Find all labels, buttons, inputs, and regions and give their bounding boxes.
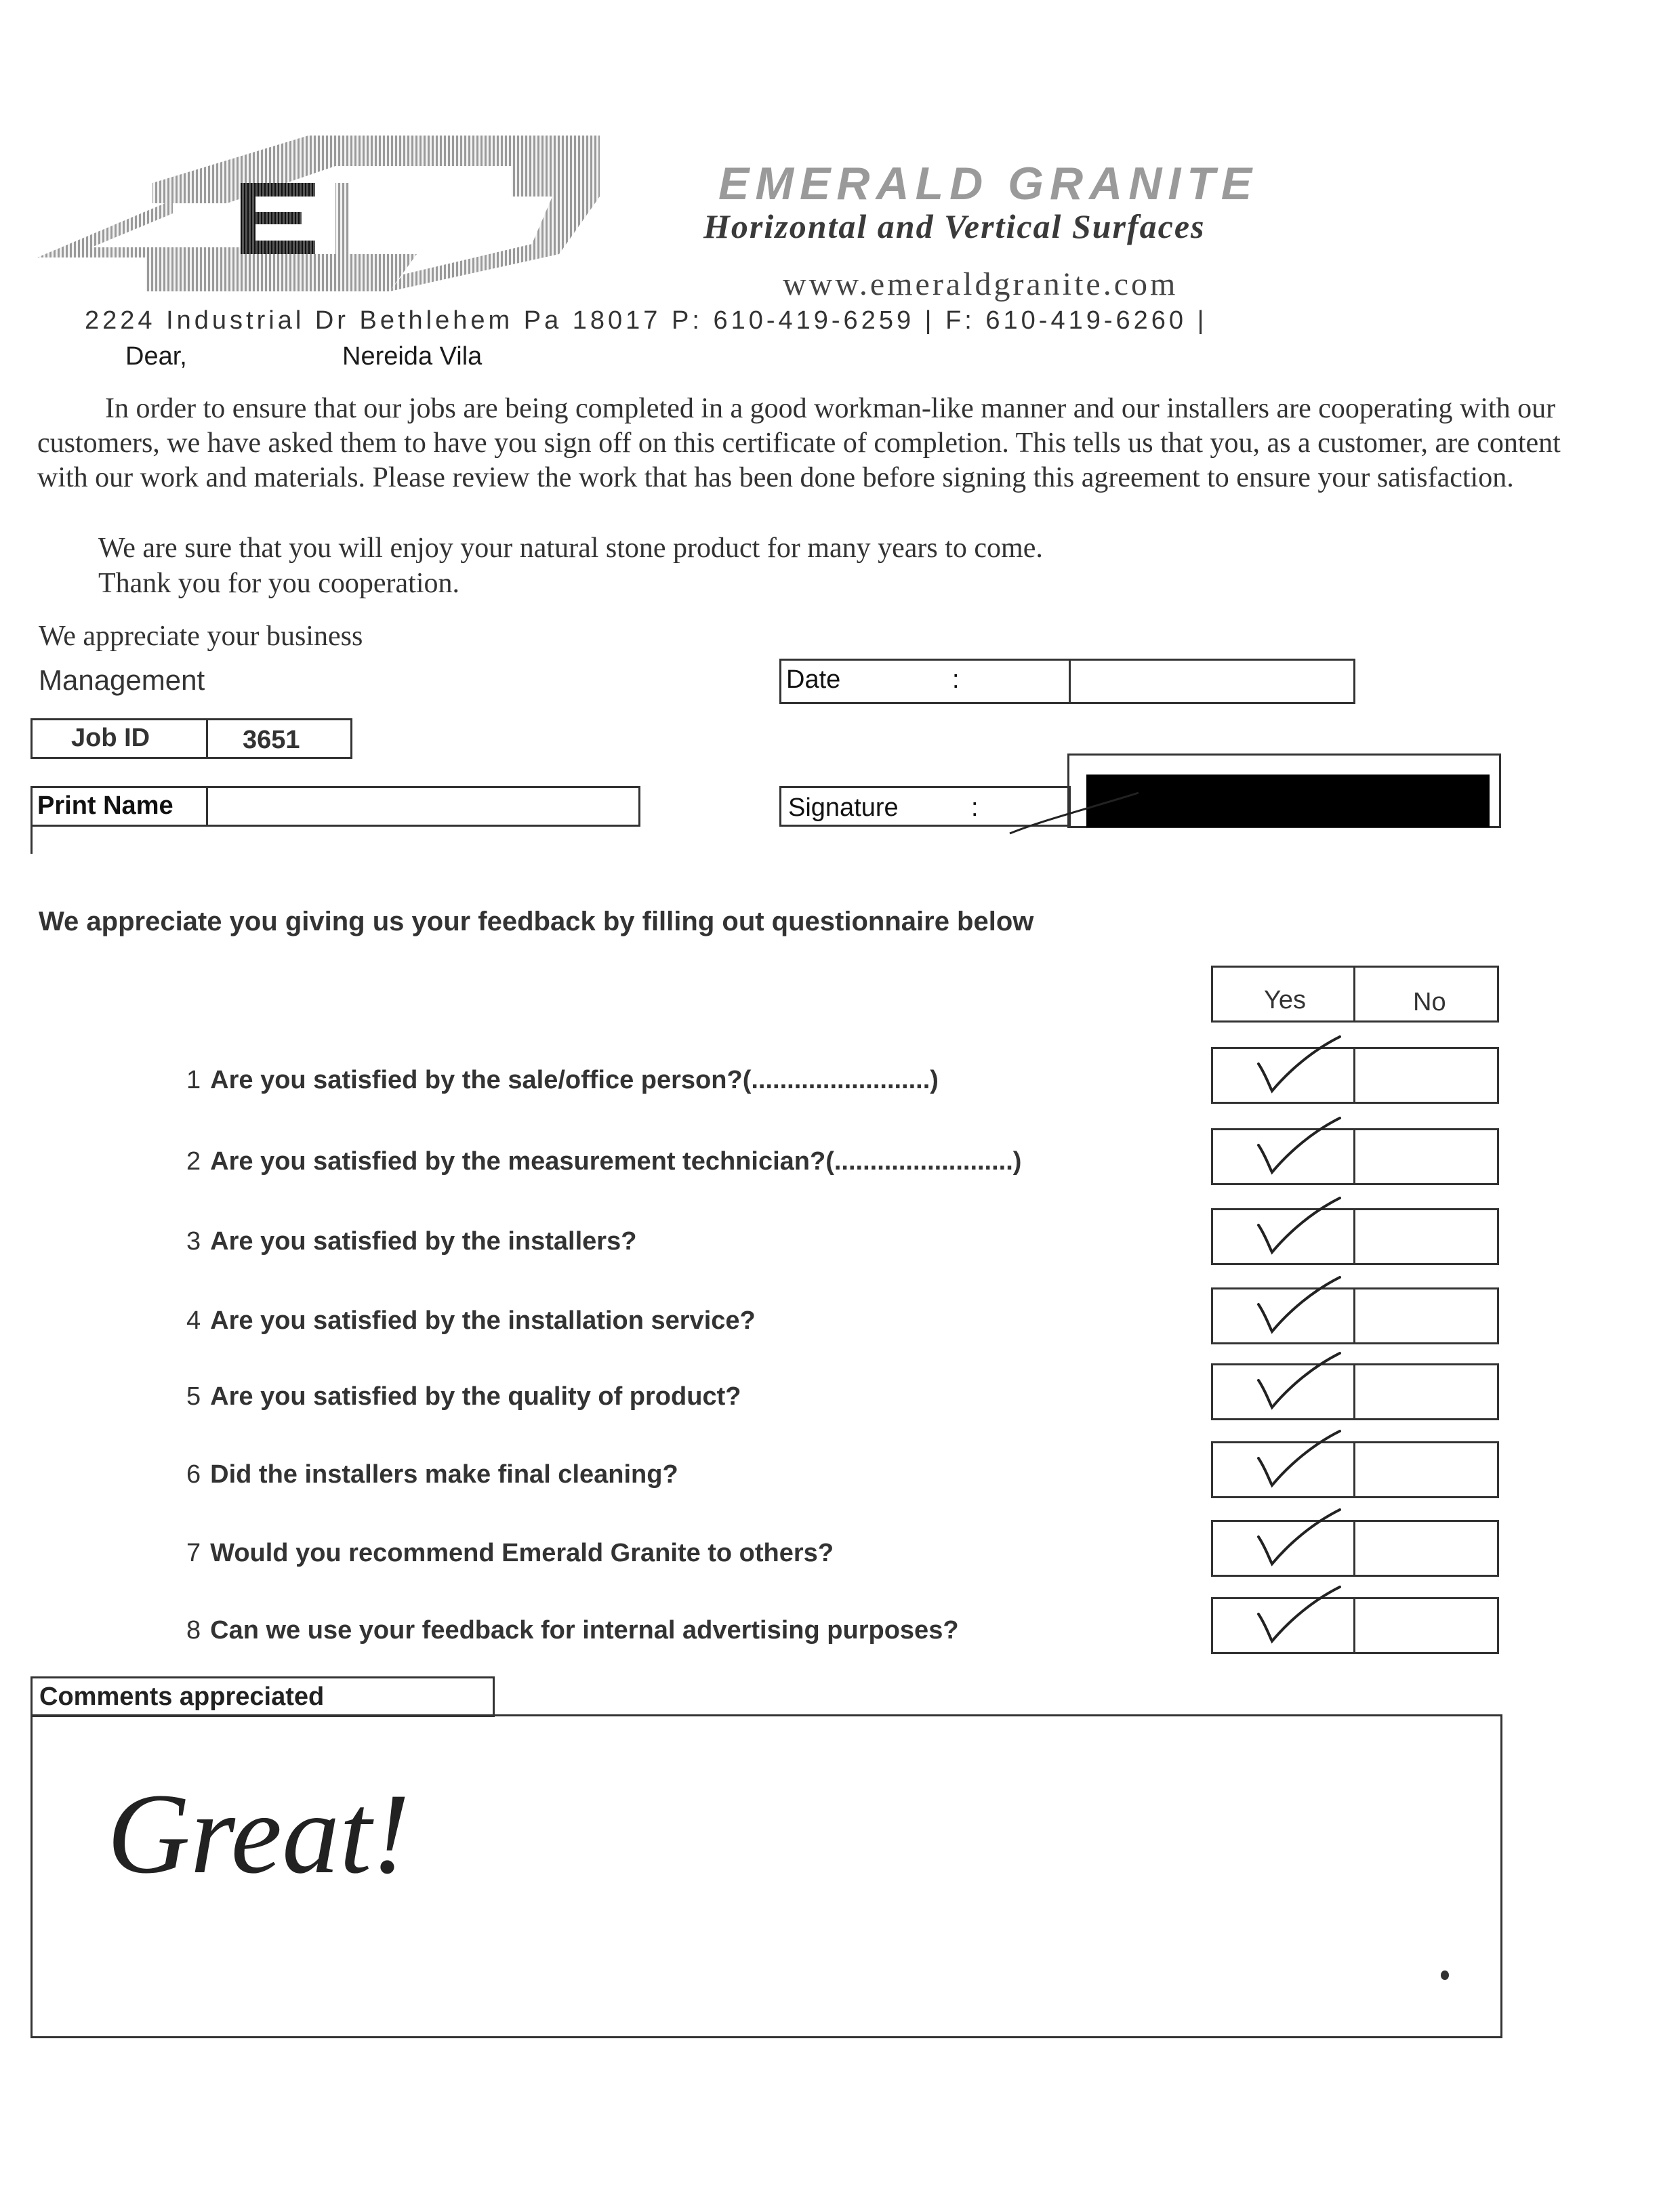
question-8 [186,1616,959,1645]
emerald-granite-logo-icon [37,136,600,305]
checkmark-icon [1238,1350,1374,1418]
ink-dot [1441,1970,1449,1980]
handwritten-comment [94,1757,568,1920]
question-number: 2 [186,1147,201,1176]
question-3 [186,1227,636,1256]
question-text: Are you satisfied by the measurement technician?(.........................) [210,1147,1022,1176]
no-checkbox-1[interactable] [1357,1049,1497,1102]
checkmark-icon [1238,1195,1374,1262]
print-name-field[interactable] [30,786,640,827]
question-4 [186,1306,756,1336]
checkmark-icon [1238,1274,1374,1342]
no-header-label: No [1413,988,1446,1016]
answer-row-2 [1211,1128,1499,1185]
questionnaire-title: We appreciate you giving us your feedback by filling out questionnaire below [39,907,1034,936]
thank-you-paragraph: Thank you for you cooperation. [98,568,460,599]
question-text: Are you satisfied by the installation service? [210,1306,756,1335]
checkmark-icon [1238,1033,1374,1101]
date-field[interactable] [779,659,1355,704]
no-checkbox-3[interactable] [1357,1210,1497,1263]
answer-row-1 [1211,1047,1499,1104]
comments-box[interactable] [30,1714,1502,2038]
question-number: 7 [186,1539,201,1567]
no-checkbox-4[interactable] [1357,1289,1497,1342]
greeting-label: Dear, [125,342,187,371]
question-text: Can we use your feedback for internal advertising purposes? [210,1616,959,1645]
question-text: Are you satisfied by the installers? [210,1227,637,1256]
question-5 [186,1382,741,1411]
question-1 [186,1066,939,1095]
answer-row-7 [1211,1520,1499,1577]
yes-checkbox-3[interactable] [1211,1208,1355,1265]
yes-checkbox-6[interactable] [1211,1441,1355,1498]
checkmark-icon [1238,1115,1374,1182]
answer-row-8 [1211,1597,1499,1654]
question-text: Would you recommend Emerald Granite to others? [210,1539,834,1567]
job-id-label-cell [30,718,208,759]
appreciate-text: We appreciate your business [39,621,363,652]
yes-checkbox-1[interactable] [1211,1047,1355,1104]
yes-checkbox-7[interactable] [1211,1520,1355,1577]
comments-label-cell [30,1676,495,1717]
signature-colon: : [971,793,979,822]
signoff-management: Management [39,664,205,696]
question-number: 5 [186,1382,201,1411]
question-text: Are you satisfied by the sale/office person?(.........................) [210,1066,939,1094]
yes-checkbox-8[interactable] [1211,1597,1355,1654]
question-text: Are you satisfied by the quality of product? [210,1382,741,1411]
no-checkbox-8[interactable] [1357,1599,1497,1652]
yes-header-cell [1211,966,1355,1023]
question-2 [186,1147,1021,1176]
question-number: 8 [186,1616,201,1645]
question-7 [186,1539,834,1568]
no-checkbox-7[interactable] [1357,1522,1497,1575]
intro-paragraph: In order to ensure that our jobs are being completed in a good workman-like manner and our installers are cooperating with our customers, we have asked them to have you sign off on this certificate of completion. This tells us that you, as a customer, are content with our work and materials. Please review the work that has been done before signing this agreement to ensure your satisfaction. [37,393,1561,493]
no-checkbox-6[interactable] [1357,1443,1497,1496]
print-name-label: Print Name [37,791,173,820]
customer-name: Nereida Vila [342,342,483,371]
checkmark-icon [1238,1428,1374,1495]
question-number: 6 [186,1460,201,1489]
answer-row-6 [1211,1441,1499,1498]
website-link[interactable]: www.emeraldgranite.com [783,266,1179,302]
answer-row-3 [1211,1208,1499,1265]
enjoy-paragraph: We are sure that you will enjoy your natural stone product for many years to come. [98,533,1043,564]
date-label: Date [786,665,841,694]
date-colon: : [952,665,960,694]
job-id-field [30,718,352,759]
checkmark-icon [1238,1584,1374,1651]
company-address: 2224 Industrial Dr Bethlehem Pa 18017 P: 610-419-6259 | F: 610-419-6260 | [85,306,1208,335]
print-name-tick [30,823,33,854]
comments-label: Comments appreciated [39,1683,325,1711]
question-6 [186,1460,678,1489]
date-label-cell [779,659,1071,704]
brand-name: EMERALD GRANITE [718,158,1258,209]
no-checkbox-2[interactable] [1357,1130,1497,1183]
question-text: Did the installers make final cleaning? [210,1460,678,1489]
checkmark-icon [1238,1506,1374,1574]
no-checkbox-5[interactable] [1357,1365,1497,1418]
answer-header [1211,966,1499,1023]
yes-checkbox-2[interactable] [1211,1128,1355,1185]
answer-row-5 [1211,1363,1499,1420]
question-number: 4 [186,1306,201,1335]
question-number: 1 [186,1066,201,1094]
job-id-value: 3651 [243,726,300,754]
yes-header-label: Yes [1264,986,1306,1014]
yes-checkbox-5[interactable] [1211,1363,1355,1420]
job-id-label: Job ID [71,724,150,752]
comment-text: Great! [107,1770,410,1897]
question-number: 3 [186,1227,201,1256]
print-name-label-cell [30,786,208,827]
yes-checkbox-4[interactable] [1211,1287,1355,1344]
signature-stroke-icon [1003,786,1179,840]
answer-row-4 [1211,1287,1499,1344]
brand-tagline: Horizontal and Vertical Surfaces [703,207,1206,245]
signature-label: Signature [788,793,899,822]
